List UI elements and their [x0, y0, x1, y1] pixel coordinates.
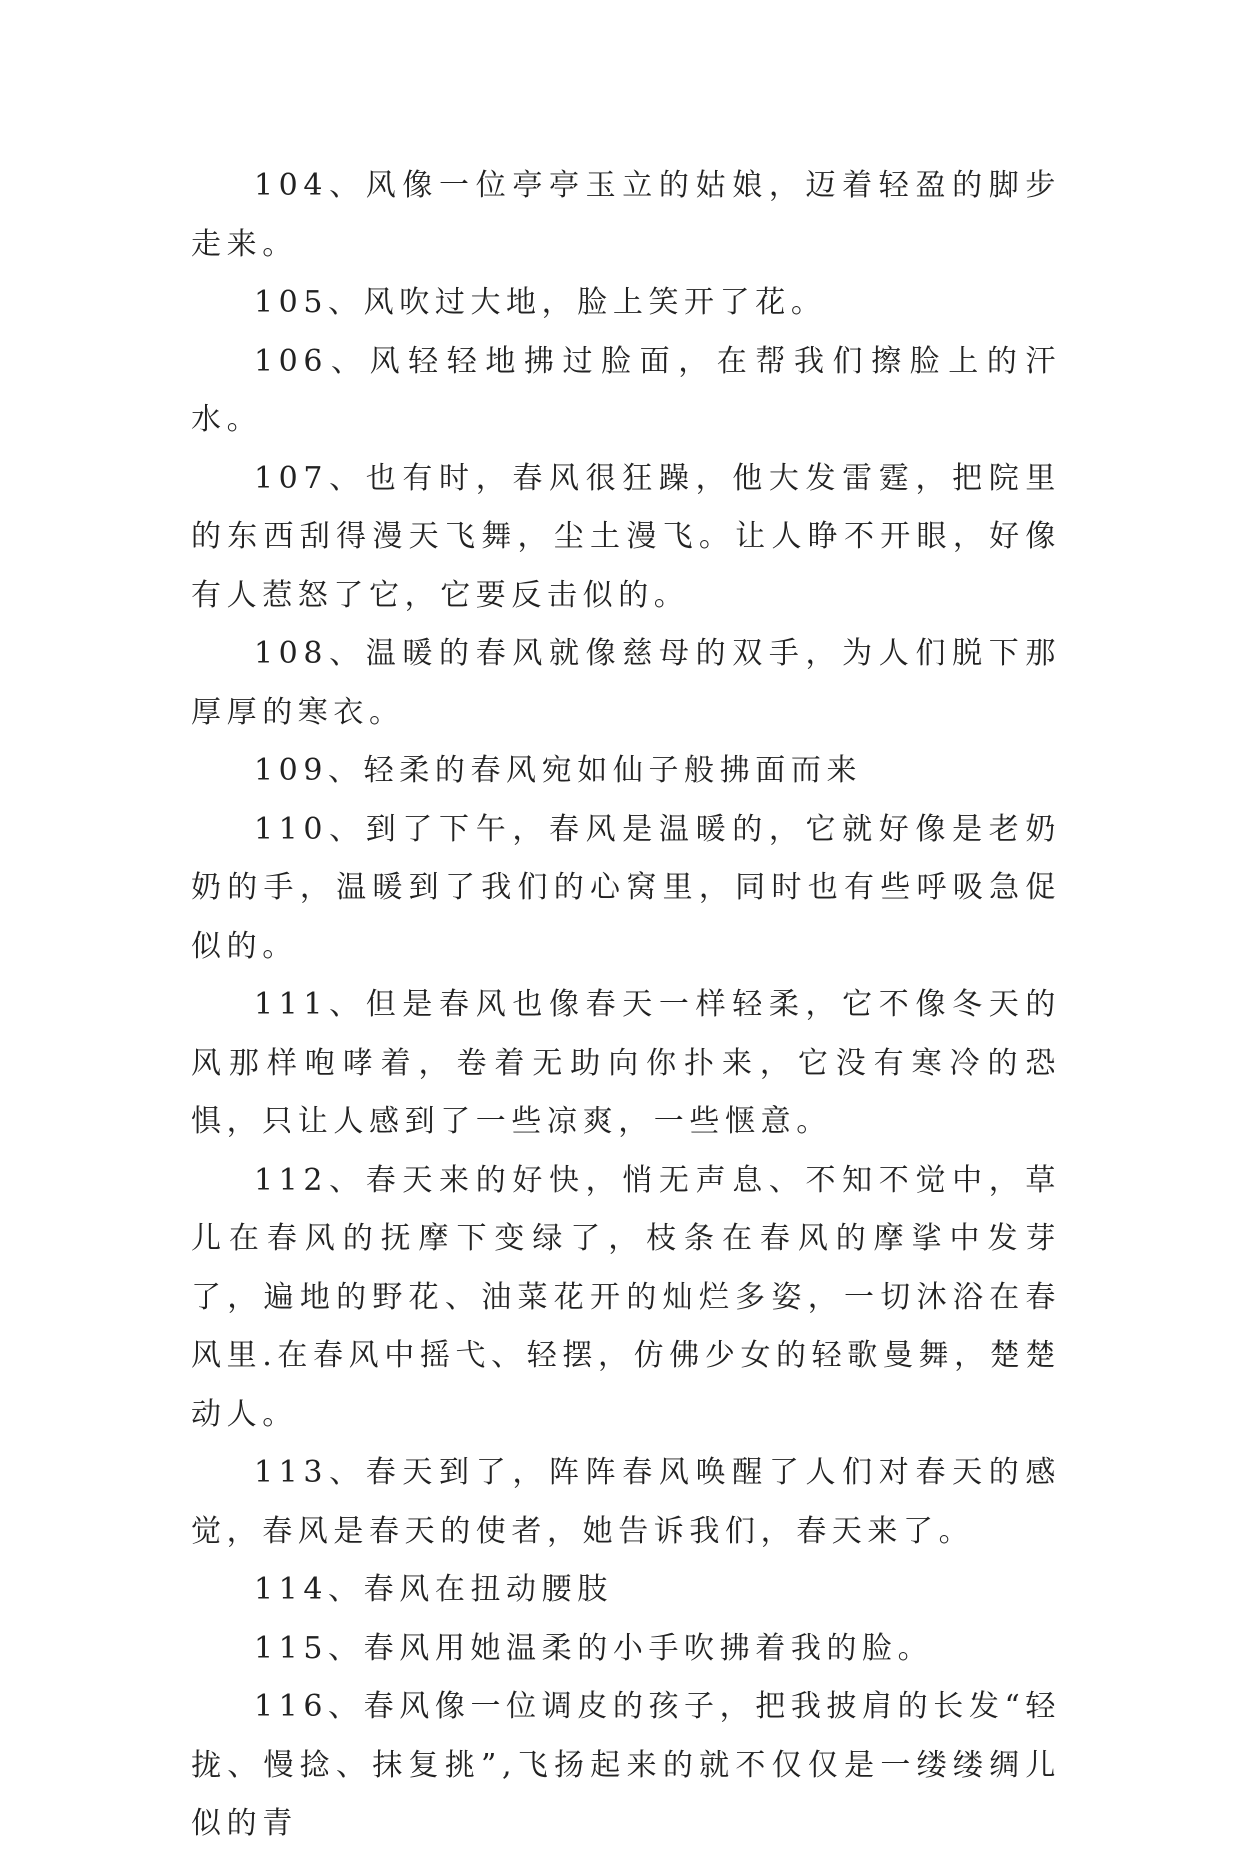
document-body — [191, 157, 1061, 1854]
paragraph-116: 116、春风像一位调皮的孩子，把我披肩的长发“轻拢、慢捻、抹复挑”,飞扬起来的就不仅仅是一缕缕绸儿似的青 — [191, 1689, 1061, 1841]
paragraph-105: 105、风吹过大地，脸上笑开了花。 — [254, 285, 827, 320]
paragraph-106: 106、风轻轻地拂过脸面，在帮我们擦脸上的汗水。 — [191, 343, 1061, 437]
paragraph-115: 115、春风用她温柔的小手吹拂着我的脸。 — [254, 1630, 934, 1666]
paragraph-104: 104、风像一位亭亭玉立的姑娘，迈着轻盈的脚步走来。 — [191, 168, 1061, 262]
paragraph-114: 114、春风在扭动腰肢 — [254, 1572, 613, 1607]
paragraph-111: 111、但是春风也像春天一样轻柔，它不像冬天的风那样咆哮着，卷着无助向你扑来，它没有寒冷的恐惧，只让人感到了一些凉爽，一些惬意。 — [191, 987, 1061, 1139]
paragraph-107: 107、也有时，春风很狂躁，他大发雷霆，把院里的东西刮得漫天飞舞，尘土漫飞。让人睁不开眼，好像有人惹怒了它，它要反击似的。 — [191, 460, 1061, 613]
paragraph-112: 112、春天来的好快，悄无声息、不知不觉中，草儿在春风的抚摩下变绿了，枝条在春风的摩挲中发芽了，遍地的野花、油菜花开的灿烂多姿，一切沐浴在春风里.在春风中摇弋、轻摆，仿佛少女的轻歌曼舞，楚楚动人。 — [191, 1162, 1061, 1432]
paragraph-110: 110、到了下午，春风是温暖的，它就好像是老奶奶的手，温暖到了我们的心窝里，同时也有些呼吸急促似的。 — [191, 811, 1061, 964]
paragraph-108: 108、温暖的春风就像慈母的双手，为人们脱下那厚厚的寒衣。 — [191, 636, 1061, 730]
paragraph-113: 113、春天到了，阵阵春风唤醒了人们对春天的感觉，春风是春天的使者，她告诉我们，春天来了。 — [191, 1455, 1061, 1549]
paragraph-109: 109、轻柔的春风宛如仙子般拂面而来 — [254, 753, 863, 788]
